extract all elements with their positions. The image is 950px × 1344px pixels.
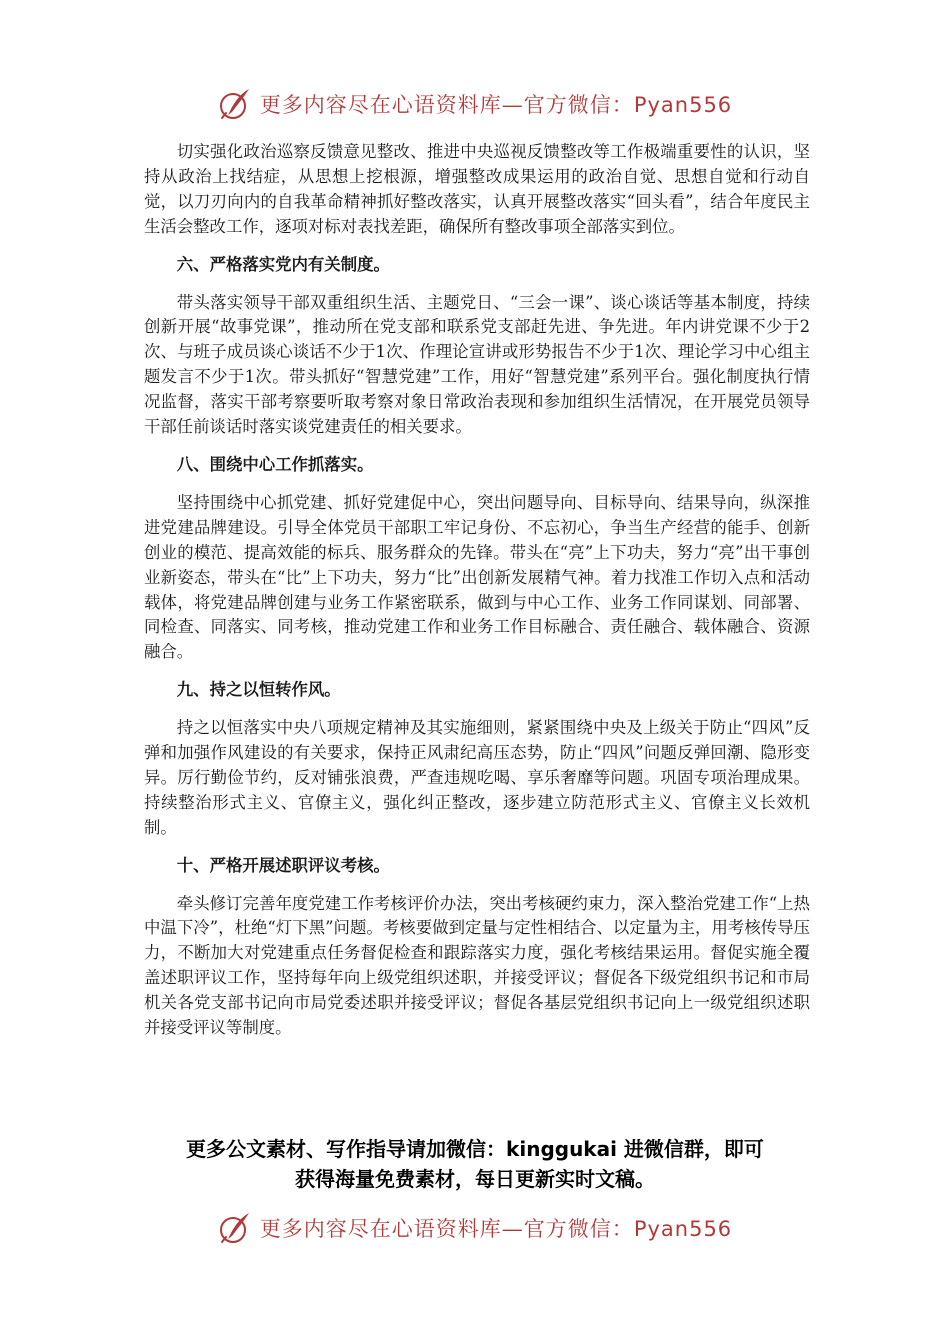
promo-line-2: 获得海量免费素材，每日更新实时文稿。	[295, 1167, 655, 1191]
section-heading: 十、严格开展述职评议考核。	[176, 855, 390, 875]
header-banner	[0, 84, 950, 124]
banner-label: 更多内容尽在心语资料库—官方微信：	[259, 1217, 634, 1241]
section-body: 持之以恒落实中央八项规定精神及其实施细则，紧紧围绕中央及上级关于防止“四风”反弹和加强作风建设的有关要求，保持正风肃纪高压态势，防止“四风”问题反弹回潮、隐形变异。厉行勤俭节约，反对铺张浪费，严查违规吃喝、享乐奢靡等问题。巩固专项治理成果。持续整治形式主义、官僚主义，强化纠正整改，逐步建立防范形式主义、官僚主义长效机制。	[144, 718, 810, 837]
document-body	[144, 140, 810, 1041]
wechat-id: Pyan556	[633, 1217, 733, 1241]
section-heading: 六、严格落实党内有关制度。	[176, 254, 390, 274]
quill-pen-logo-icon	[218, 1211, 252, 1245]
footer-banner	[0, 1208, 950, 1248]
promo-line-1: 更多公文素材、写作指导请加微信：kinggukai 进微信群，即可	[186, 1137, 764, 1161]
section-body: 坚持围绕中心抓党建、抓好党建促中心，突出问题导向、目标导向、结果导向，纵深推进党建品牌建设。引导全体党员干部职工牢记身份、不忘初心，争当生产经营的能手、创新创业的模范、提高效能的标兵、服务群众的先锋。带头在“亮”上下功夫，努力“亮”出干事创业新姿态，带头在“比”上下功夫，努力“比”出创新发展精气神。着力找准工作切入点和活动载体，将党建品牌创建与业务工作紧密联系，做到与中心工作、业务工作同谋划、同部署、同检查、同落实、同考核，推动党建工作和业务工作目标融合、责任融合、载体融合、资源融合。	[144, 492, 810, 662]
banner-text	[260, 89, 732, 119]
section-heading: 八、围绕中心工作抓落实。	[176, 454, 374, 474]
banner-text	[260, 1213, 732, 1243]
intro-paragraph: 切实强化政治巡察反馈意见整改、推进中央巡视反馈整改等工作极端重要性的认识，坚持从政治上找结症，从思想上挖根源，增强整改成果运用的政治自觉、思想自觉和行动自觉，以刀刃向内的自我革命精神抓好整改落实，认真开展整改落实“回头看”，结合年度民主生活会整改工作，逐项对标对表找差距，确保所有整改事项全部落实到位。	[144, 142, 810, 236]
section-heading: 九、持之以恒转作风。	[176, 680, 341, 700]
section-body: 牵头修订完善年度党建工作考核评价办法，突出考核硬约束力，深入整治党建工作“上热中温下冷”，杜绝“灯下黑”问题。考核要做到定量与定性相结合、以定量为主，用考核传导压力，不断加大对党建重点任务督促检查和跟踪落实力度，强化考核结果运用。督促实施全覆盖述职评议工作，坚持每年向上级党组织述职，并接受评议；督促各下级党组织书记和市局机关各党支部书记向市局党委述职并接受评议；督促各基层党组织书记向上一级党组织述职并接受评议等制度。	[144, 893, 810, 1038]
promo-notice	[0, 1134, 950, 1194]
quill-pen-logo-icon	[218, 87, 252, 121]
section-body: 带头落实领导干部双重组织生活、主题党日、“三会一课”、谈心谈话等基本制度，持续创新开展“故事党课”，推动所在党支部和联系党支部赶先进、争先进。年内讲党课不少于2次、与班子成员谈心谈话不少于1次、作理论宣讲或形势报告不少于1次、理论学习中心组主题发言不少于1次。带头抓好“智慧党建”工作，用好“智慧党建”系列平台。强化制度执行情况监督，落实干部考察要听取考察对象日常政治表现和参加组织生活情况，在开展党员领导干部任前谈话时落实谈党建责任的相关要求。	[144, 292, 810, 437]
wechat-id: Pyan556	[633, 93, 733, 117]
banner-label: 更多内容尽在心语资料库—官方微信：	[259, 93, 634, 117]
